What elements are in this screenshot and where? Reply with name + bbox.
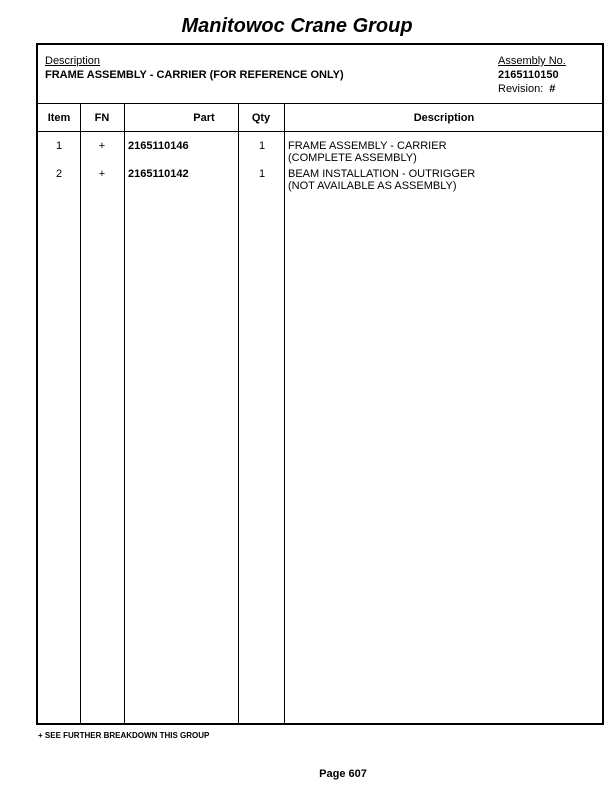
row-qty: 1 [258,140,266,152]
table-row [38,140,602,168]
row-description-line2: (COMPLETE ASSEMBLY) [288,152,417,164]
row-description-line1: BEAM INSTALLATION - OUTRIGGER [288,168,476,180]
column-divider [80,104,81,723]
revision-value: # [549,83,556,95]
row-item: 1 [55,140,63,152]
description-label: Description [45,55,101,67]
assembly-header [38,45,602,104]
footnote: + SEE FURTHER BREAKDOWN THIS GROUP [38,731,210,740]
row-description-line2: (NOT AVAILABLE AS ASSEMBLY) [288,180,457,192]
assembly-number-value: 2165110150 [498,69,559,81]
table-row [38,168,602,196]
row-part-number: 2165110142 [128,168,189,180]
column-divider [284,104,285,723]
row-description [288,168,475,192]
row-description [288,140,447,164]
column-divider [124,104,125,723]
column-header-fn: FN [80,104,124,132]
row-description-line1: FRAME ASSEMBLY - CARRIER [288,140,447,152]
column-header-item: Item [38,104,80,132]
revision-label: Revision: [498,83,544,95]
page-title: Manitowoc Crane Group [181,15,413,37]
row-item: 2 [55,168,63,180]
revision-line [498,83,555,95]
column-header-part: Part [124,104,284,132]
description-value: FRAME ASSEMBLY - CARRIER (FOR REFERENCE ONLY) [45,69,344,81]
page-number: Page 607 [319,768,367,780]
row-fn: + [98,168,106,180]
row-qty: 1 [258,168,266,180]
column-header-qty: Qty [238,104,284,132]
parts-sheet [36,43,604,725]
assembly-number-label: Assembly No. [498,55,566,67]
row-part-number: 2165110146 [128,140,189,152]
row-fn: + [98,140,106,152]
column-divider [238,104,239,723]
column-header-description: Description [284,104,604,132]
